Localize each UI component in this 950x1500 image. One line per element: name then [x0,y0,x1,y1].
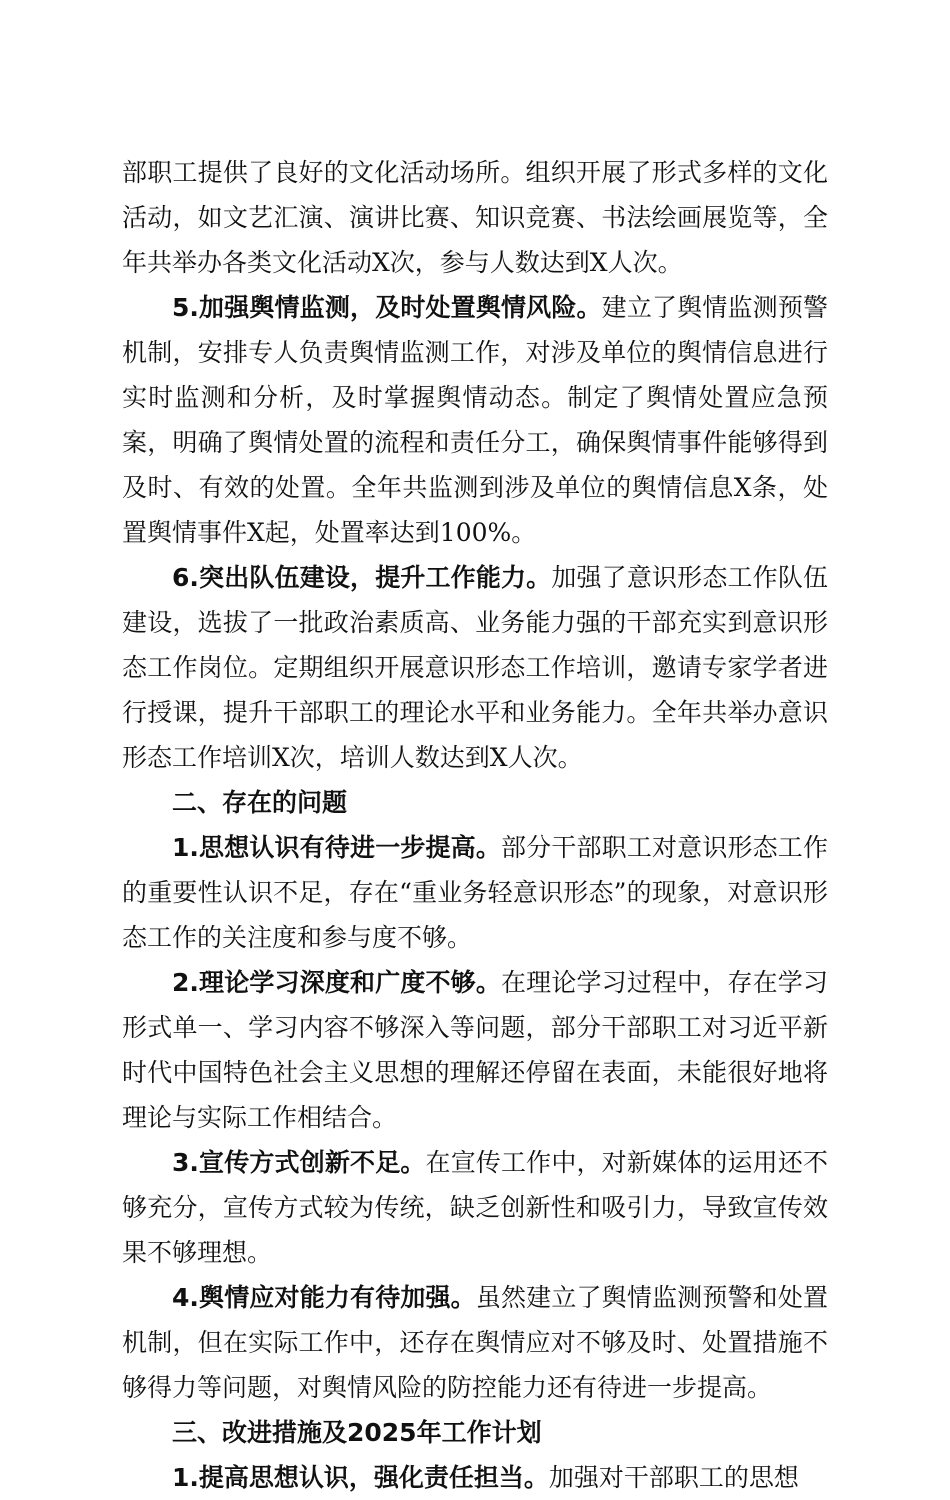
item-lead: 5.加强舆情监测，及时处置舆情风险。 [172,293,602,322]
document-body [122,150,828,1500]
item-body: 在宣传工作中，对新媒体的运用还不够充分，宣传方式较为传统，缺乏创新性和吸引力，导致宣传效果不够理想。 [122,1148,828,1267]
item-body: 虽然建立了舆情监测预警和处置机制，但在实际工作中，还存在舆情应对不够及时、处置措施不够得力等问题，对舆情风险的防控能力还有待进一步提高。 [122,1283,828,1402]
item-lead: 1.思想认识有待进一步提高。 [172,833,502,862]
item-lead: 1.提高思想认识，强化责任担当。 [172,1463,549,1492]
item-body: 部分干部职工对意识形态工作的重要性认识不足，存在“重业务轻意识形态”的现象，对意识形态工作的关注度和参与度不够。 [122,833,828,952]
list-item [122,555,828,780]
section-heading: 三、改进措施及2025年工作计划 [172,1418,542,1447]
item-body: 在理论学习过程中，存在学习形式单一、学习内容不够深入等问题，部分干部职工对习近平新时代中国特色社会主义思想的理解还停留在表面，未能很好地将理论与实际工作相结合。 [122,968,828,1132]
item-body: 加强对干部职工的思想 [548,1463,799,1492]
item-lead: 2.理论学习深度和广度不够。 [172,968,502,997]
list-item [122,1275,828,1410]
item-lead: 3.宣传方式创新不足。 [172,1148,426,1177]
list-item [122,1140,828,1275]
item-body: 加强了意识形态工作队伍建设，选拔了一批政治素质高、业务能力强的干部充实到意识形态工作岗位。定期组织开展意识形态工作培训，邀请专家学者进行授课，提升干部职工的理论水平和业务能力。全年共举办意识形态工作培训X次，培训人数达到X人次。 [122,563,828,772]
section-heading: 二、存在的问题 [172,788,348,817]
list-item [122,285,828,555]
list-item [122,1455,828,1500]
intro-paragraph: 部职工提供了良好的文化活动场所。组织开展了形式多样的文化活动，如文艺汇演、演讲比赛、知识竞赛、书法绘画展览等，全年共举办各类文化活动X次，参与人数达到X人次。 [122,158,828,277]
item-lead: 6.突出队伍建设，提升工作能力。 [172,563,552,592]
list-item [122,960,828,1140]
item-lead: 4.舆情应对能力有待加强。 [172,1283,476,1312]
list-item [122,825,828,960]
item-body: 建立了舆情监测预警机制，安排专人负责舆情监测工作，对涉及单位的舆情信息进行实时监测和分析，及时掌握舆情动态。制定了舆情处置应急预案，明确了舆情处置的流程和责任分工，确保舆情事件能够得到及时、有效的处置。全年共监测到涉及单位的舆情信息X条，处置舆情事件X起，处置率达到100%。 [122,293,828,547]
